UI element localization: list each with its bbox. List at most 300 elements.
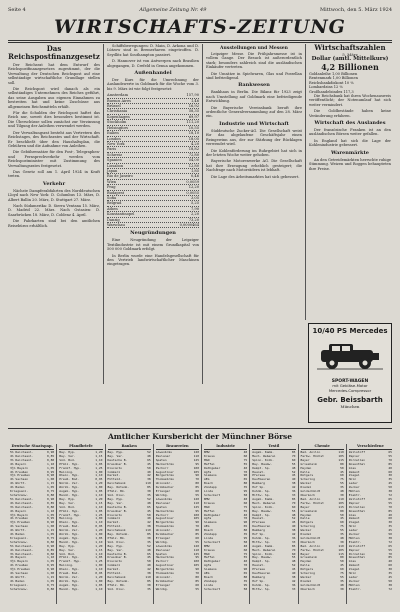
stock-price: 72	[388, 539, 392, 544]
stock-price: 1,05	[95, 461, 103, 466]
stock-name: Ziegel	[348, 473, 360, 478]
article-paragraph: Bayerische Motorenwerke AG. Die Gesellschaft hat ihre Erzeugung erheblich gesteigert; die Nachfrage nach Motorrädern ist lebhaft.	[206, 159, 302, 173]
stock-name: Rhein. Hyp.	[59, 520, 80, 525]
economic-figure: Reichsbankdiskont 10 %	[309, 80, 354, 85]
stock-name: Leder	[348, 575, 358, 579]
stock-table-header: Textil	[252, 444, 295, 450]
rate-label: Warschau	[107, 223, 125, 227]
rate-value: 0,0055	[186, 190, 199, 195]
stock-name: Zucker	[348, 578, 360, 583]
rate-label: Belgrad	[107, 201, 122, 206]
ad-line-sportwagen: SPORT-WAGEN	[331, 379, 369, 384]
stock-price: 0,75	[47, 535, 55, 540]
stock-price: 45	[147, 555, 151, 560]
stock-price: 65	[243, 477, 248, 482]
rate-label: Brüssel	[107, 104, 121, 109]
rate-value: 1,46	[190, 98, 199, 103]
stock-name: Kriegsanl.	[10, 582, 29, 587]
subhead-industrie: Industrie und Wirtschaft	[219, 120, 289, 127]
stock-name: Erlanger	[155, 582, 171, 587]
stock-name: Bürgerbräu	[155, 473, 174, 478]
rate-value: 58,35	[188, 109, 199, 114]
stock-name: Erlanger	[155, 535, 171, 540]
stock-name: Schatzanw.	[10, 539, 29, 544]
article-paragraph: In England hat sich die Lage der Kohlenindustrie gebessert.	[309, 138, 391, 148]
stock-name: Rosenthal	[348, 555, 366, 560]
stock-price: 30	[388, 520, 392, 525]
rate-value: 157,90	[186, 93, 199, 98]
stock-name: Agfa	[204, 469, 212, 474]
stock-name: 5% Reichsanl.	[10, 496, 34, 501]
stock-name: Hackerbräu	[155, 461, 174, 466]
subhead-ausland: Wirtschaft des Auslandes	[314, 120, 386, 127]
stock-name: Kulmb. Sp.	[252, 489, 271, 494]
stock-price: 60	[243, 547, 248, 552]
stock-price: 48	[147, 547, 151, 552]
stock-price: 1,05	[95, 508, 103, 513]
stock-price: 45	[340, 516, 344, 521]
stock-name: Augustiner	[155, 469, 174, 474]
stock-name: Elektr.	[348, 586, 362, 591]
stock-name: Spinn. Kolb.	[252, 504, 274, 509]
stock-name: Bay. Ver.	[59, 453, 76, 458]
stock-price: 50	[388, 532, 392, 537]
stock-name: MAN	[204, 551, 210, 556]
stock-name: Reichsbank	[107, 481, 126, 486]
stock-price: 40	[147, 516, 151, 521]
stock-table-header: Deutsche Staatspap.	[11, 444, 53, 448]
stock-price: 45	[291, 567, 296, 572]
stock-price: 75	[340, 477, 344, 482]
article-paragraph: Schiffsbewegungen: D. Main, D. Arkona und D. Lützow sind in Bremerhaven eingetroffen. D. Seydlitz hat Southampton passiert.	[107, 44, 199, 57]
stock-name: Bürgerbräu	[155, 567, 174, 572]
stock-price: 60	[195, 582, 199, 587]
stock-name: Zündapp	[204, 578, 217, 583]
stock-name: Würzb. Hyp.	[59, 485, 80, 490]
rate-label: Konstantinopel	[107, 212, 135, 217]
stock-price: 38	[291, 575, 296, 579]
stock-price: 55	[340, 481, 344, 486]
stock-name: Heyden	[300, 559, 312, 564]
article-paragraph: Der französische Franken ist an den ausländischen Börsen weiter gefallen.	[309, 128, 391, 137]
stock-name: 4% Sachsen	[10, 571, 29, 576]
stock-price: 1,00	[47, 477, 55, 482]
stock-name: MAN	[204, 457, 210, 462]
stock-price: 1,00	[95, 516, 103, 521]
stock-price: 58	[243, 539, 248, 544]
stock-price: 70	[243, 563, 248, 568]
stock-name: Bay. Baumw.	[252, 555, 273, 560]
stock-price: 55	[388, 500, 392, 505]
stock-price: 45	[291, 473, 296, 478]
stock-price: 1,10	[95, 567, 103, 572]
stock-name: Zündapp	[204, 532, 217, 537]
stock-name: Schatzanw.	[10, 492, 29, 497]
stock-name: Unionsbr.	[155, 481, 173, 486]
rate-value: 1,85	[190, 168, 199, 173]
stock-price: 90	[243, 567, 248, 572]
stock-name: Preuß. Bod.	[59, 571, 80, 576]
stock-name: Pfälz. Hyp.	[59, 555, 80, 560]
stock-price: 65	[147, 457, 151, 462]
stock-price: 35	[147, 539, 151, 544]
rate-value: 54,00	[188, 158, 199, 163]
stock-name: Augsb. Hyp.	[59, 489, 80, 494]
stock-name: Spaten	[155, 504, 167, 509]
stock-name: Agfa	[204, 563, 212, 568]
stock-table-column	[105, 444, 151, 604]
stock-name: Bay. Hyp.	[59, 543, 76, 548]
article-paragraph: Der Verwaltungsrat besteht aus Vertretern des Reichstages, des Reichsrates und der Wirtschaft. Er beschließt über den Haushaltsplan, die Gebühren und die Aufnahme von Anleihen.	[8, 130, 100, 148]
subhead-warenmaerkte: Warenmärkte	[331, 149, 369, 156]
economic-figure: Rentenmark 1,00 Billionen	[309, 76, 358, 81]
stock-name: Oberkoch	[300, 539, 315, 544]
stock-price: 45	[147, 508, 151, 513]
column-divider	[103, 44, 104, 384]
stock-name: Bürgerbräu	[155, 520, 174, 525]
stock-price: 42	[291, 532, 296, 537]
stock-name: Würzbg.	[155, 539, 169, 544]
stock-name: Bad. Anilin	[300, 450, 321, 454]
stock-name: Kulmbacher	[155, 532, 174, 537]
dollar-label: Dollar (amtl. Mittelkurs)	[311, 56, 389, 62]
stock-price: 48	[147, 453, 151, 458]
stock-name: Bay. Notenb.	[107, 578, 130, 583]
stock-price: 55	[340, 575, 344, 579]
rate-value: 2,20	[190, 212, 199, 217]
stock-name: Deutsche B.	[107, 504, 128, 509]
stock-name: Bayer	[300, 551, 310, 556]
article-paragraph: Nächste Dampferabfahrten des Norddeutschen Lloyd nach New York: D. Columbus 13. März, D. Albert Ballin 20. März, D. Stuttgart 27. März.	[8, 188, 100, 202]
stock-price: 55	[340, 528, 344, 533]
stock-name: Bay. Hyp.	[107, 496, 124, 501]
stock-price: 60	[243, 500, 248, 505]
stock-price: 60	[195, 489, 199, 494]
rate-label: Rio de Janeiro	[107, 174, 133, 179]
stock-price: 0,90	[47, 520, 55, 525]
stock-name: Kempt. Sp.	[252, 512, 271, 517]
rate-label: Japan	[107, 168, 118, 173]
stock-price: 110	[338, 450, 344, 454]
stock-price: 1,00	[47, 524, 55, 529]
stock-price: 1,25	[95, 559, 103, 564]
stock-price: 60	[243, 453, 248, 458]
stock-price: 55	[243, 555, 248, 560]
stock-price: 85	[147, 532, 151, 537]
stock-price: 55	[243, 508, 248, 513]
stock-price: 1,00	[95, 532, 103, 537]
stock-price: 35	[388, 571, 392, 576]
stock-name: Spinn. Kolb.	[252, 551, 274, 556]
stock-table-column	[249, 444, 295, 604]
stock-name: Zellstoff	[348, 543, 366, 548]
stock-price: 33	[291, 492, 296, 497]
stock-price: 0,90	[47, 450, 55, 454]
stock-price: 120	[193, 543, 199, 548]
stock-name: Zucker	[348, 485, 360, 490]
stock-price: 0,95	[95, 524, 103, 529]
stock-name: Spaten	[155, 457, 167, 462]
article-paragraph: D. Hannover ist von Antwerpen nach Brasilien abgegangen, D. Crefeld in Genua angekommen.	[107, 59, 199, 68]
rate-label: Amsterdam	[107, 93, 128, 98]
stock-name: Porzellan	[348, 551, 366, 556]
stock-table-column	[56, 444, 102, 604]
stock-price: 35	[388, 524, 392, 529]
article-paragraph: Die Fahrkarten sind bei den amtlichen Reisebüros erhältlich.	[8, 219, 100, 228]
stock-name: Griesheim	[300, 461, 317, 466]
article-paragraph: Die Reichspost wird danach als ein selbständiges Unternehmen des Reiches geführt, das seine Ausgaben aus eigenen Einnahmen zu bestreiten hat und keine Zuschüsse aus allgemeinen Reichsmitteln erhält.	[8, 87, 100, 109]
rate-label: Wien	[107, 179, 117, 184]
stock-name: Commerz	[107, 516, 121, 521]
stock-price: 1,10	[95, 551, 103, 556]
article-paragraph: Das Gesetz soll am 1. April 1924 in Kraft treten.	[8, 169, 100, 179]
stock-price: 115	[338, 504, 344, 509]
stock-price: 40	[291, 477, 296, 482]
stock-table-column	[201, 444, 247, 604]
stock-name: Elektr.	[348, 539, 362, 544]
stock-price: 80	[195, 481, 199, 486]
stock-price: 65	[388, 450, 392, 454]
stock-name: Paulaner	[155, 547, 171, 552]
ad-company: Gebr. Beissbarth	[317, 396, 383, 404]
stock-price: 70	[291, 500, 296, 505]
stock-price: 55	[291, 555, 296, 560]
stock-name: Kulmbacher	[155, 578, 174, 583]
stock-price: 70	[388, 504, 392, 509]
stock-price: 105	[338, 547, 344, 552]
paper-name: Allgemeine Zeitung Nr. 49	[139, 7, 207, 13]
stock-price: 65	[388, 543, 392, 548]
stock-name: Zündapp	[204, 485, 217, 490]
stock-price: 0,75	[47, 489, 55, 494]
stock-price: 40	[243, 559, 248, 564]
stock-price: 48	[340, 582, 344, 587]
stock-name: Mech. Weberei	[252, 547, 276, 552]
stock-name: Augsb. Kamm.	[252, 543, 274, 548]
stock-name: Pschorr	[155, 512, 169, 517]
stock-price: 0,80	[47, 457, 55, 462]
column-2	[107, 44, 199, 269]
stock-name: Kulmb. Sp.	[252, 535, 271, 540]
stock-price: 0,80	[47, 504, 55, 509]
article-paragraph: Leipziger Messe. Die Frühjahrsmesse ist in vollem Gange. Der Besuch ist außerordentlich stark; besonders zahlreich sind die ausländischen Einkäufer vertreten.	[206, 52, 302, 70]
stock-price: 36	[291, 535, 296, 540]
stock-price: 60	[195, 535, 199, 540]
stock-name: Bay. Hyp.	[107, 543, 124, 548]
stock-name: Pschorr	[155, 559, 169, 564]
stock-name: Bay. Ver.	[59, 500, 76, 505]
stock-price: 48	[147, 500, 151, 505]
stock-price: 0,85	[47, 547, 55, 552]
stock-name: Augsb. Hyp.	[59, 582, 80, 587]
stock-name: 4% Württ.	[10, 575, 27, 579]
rate-value: 10,55	[188, 125, 199, 130]
stock-name: Farbw. Höchst	[300, 500, 324, 505]
stock-name: Glas	[348, 512, 356, 517]
stock-price: 1,05	[95, 489, 103, 494]
stock-name: Spaten	[155, 551, 167, 556]
stock-price: 30	[147, 535, 151, 540]
stock-name: Mech. Weberei	[252, 453, 276, 458]
stock-name: Heyden	[300, 512, 312, 517]
rate-value: 72,80	[188, 152, 199, 157]
stock-name: Preuß. Bod.	[59, 524, 80, 529]
stock-name: Mannh. Hyp.	[59, 586, 80, 591]
stock-price: 105	[338, 453, 344, 458]
stock-price: 110	[338, 543, 344, 548]
stock-name: 4% Bayern	[10, 555, 27, 560]
stock-name: Augsb. Kamm.	[252, 450, 274, 454]
article-paragraph: Die Goldbestände haben keine Veränderung erfahren.	[309, 109, 391, 118]
stock-name: Schuckert	[204, 539, 221, 544]
stock-price: 30	[388, 567, 392, 572]
stock-name: Elektr.	[348, 492, 362, 497]
stock-price: 38	[291, 481, 296, 486]
stock-price: 50	[340, 465, 344, 470]
stock-price: 1,10	[95, 539, 103, 544]
stock-price: 60	[340, 473, 344, 478]
stock-name: Porzellan	[348, 457, 366, 462]
stock-name: Disconto	[107, 559, 122, 564]
stock-price: 1,15	[47, 481, 55, 486]
car-illustration-icon	[315, 338, 385, 372]
stock-name: Dresdner B.	[107, 555, 128, 560]
rate-label: Athen	[107, 206, 118, 211]
stock-price: 42	[147, 567, 151, 572]
stock-name: Heyden	[300, 465, 312, 470]
stock-price: 38	[388, 582, 392, 587]
stock-name: Mannh. Hyp.	[59, 539, 80, 544]
table-row	[108, 588, 151, 592]
stock-name: Siemens	[204, 473, 217, 478]
stock-name: Bosch	[204, 528, 214, 533]
stock-name: Riedel	[300, 532, 312, 537]
stock-price: 1,20	[95, 481, 103, 486]
rate-label: Stockholm	[107, 120, 127, 125]
stock-name: Bay. Baumw.	[252, 508, 273, 513]
stock-name: Schering	[300, 524, 315, 529]
stock-price: 85	[291, 543, 296, 548]
stock-name: Löwenbräu	[155, 543, 173, 548]
stock-price: 80	[243, 481, 248, 486]
stock-price: 45	[340, 469, 344, 474]
rate-value: 7,90	[190, 206, 199, 211]
stock-price: 35	[243, 485, 248, 490]
headline-ausstellungen: Ausstellungen und Messen	[220, 46, 288, 51]
stock-name: Mitteld.	[107, 571, 122, 576]
stock-price: 85	[388, 508, 392, 513]
article-paragraph: Die Gebührensätze für den Post-, Telegraphen- und Fernsprechverkehr werden vom Reichspostminister mit Zustimmung des Verwaltungsrates festgesetzt.	[8, 150, 100, 168]
stock-price: 110	[193, 547, 199, 552]
stock-price: 30	[340, 539, 344, 544]
stock-price: 1,20	[95, 543, 103, 548]
stock-name: Schering	[300, 571, 315, 576]
column-3	[206, 44, 302, 181]
stock-table-column	[8, 444, 54, 604]
stock-name: Wacker	[300, 575, 312, 579]
stock-name: Bay. Ver.	[59, 547, 76, 552]
stock-name: Krauss	[204, 547, 215, 552]
column-1	[8, 44, 100, 230]
stock-price: 80	[195, 575, 199, 579]
stock-name: Rhein. Hyp.	[59, 567, 80, 572]
rate-value: 69,97	[188, 114, 199, 119]
stock-name: Kempt. Sp.	[252, 465, 271, 470]
stock-price: 38	[147, 524, 151, 529]
stock-name: Glas	[348, 559, 356, 564]
stock-name: Oberkoch	[300, 586, 315, 591]
rate-label: Spanien	[107, 158, 122, 163]
stock-price: 1,20	[95, 450, 103, 454]
stock-price: 0,90	[47, 567, 55, 572]
stock-price: 42	[291, 485, 296, 490]
stock-name: Haunst.	[252, 516, 265, 521]
stock-name: Wacker	[300, 481, 312, 486]
stock-name: Kalle	[300, 469, 310, 474]
rate-label: Kopenhagen	[107, 114, 130, 119]
economic-figure: Großhandelsindex 117,3	[309, 89, 354, 94]
stock-price: 60	[291, 457, 296, 462]
stock-name: Schuckert	[204, 586, 221, 591]
article-paragraph: Bankhaus in Berlin. Die Bilanz für 1923 zeigt nach Umstellung auf Goldmark eine befriedigende Entwicklung.	[206, 90, 302, 104]
rate-label: New York	[107, 141, 125, 146]
stock-price: 1,05	[95, 582, 103, 587]
stock-price: 65	[388, 496, 392, 501]
stock-name: Augustiner	[155, 516, 174, 521]
article-paragraph: Süddeutsche Zucker-AG. Die Gesellschaft weist für das abgelaufene Geschäftsjahr einen Reingewinn aus, der zur Stärkung der Rücklagen verwendet wird.	[206, 128, 302, 147]
stock-name: Porzellan	[348, 504, 366, 509]
stock-price: 65	[147, 504, 151, 509]
stock-price: 110	[145, 528, 151, 533]
masthead-rule	[8, 40, 392, 41]
rate-label: Danzig	[107, 217, 120, 222]
stock-name: BMW	[204, 543, 210, 548]
stock-price: 35	[243, 578, 248, 583]
table-row	[204, 588, 247, 592]
stock-name: Mittw. Sp.	[252, 539, 271, 544]
stock-price: 0,95	[47, 563, 55, 568]
stock-name: AEG	[204, 477, 210, 482]
stock-price: 80	[243, 528, 248, 533]
stock-name: Unionsbr.	[155, 575, 173, 579]
stock-name: Würzbg.	[155, 492, 169, 497]
stock-price: 115	[338, 551, 344, 556]
stock-price: 125	[193, 504, 199, 509]
column-4	[309, 44, 391, 173]
stock-name: Hackerbräu	[155, 555, 174, 560]
stock-name: Kulmb. Sp.	[252, 582, 271, 587]
stock-price: 45	[340, 563, 344, 568]
stock-price: 70	[195, 477, 199, 482]
stock-price: 90	[243, 473, 248, 478]
stock-name: Rosenthal	[348, 508, 366, 513]
stock-price: 72	[388, 586, 392, 591]
stock-price: 33	[291, 586, 296, 591]
rate-value: 18,82	[188, 147, 199, 152]
stock-price: 60	[291, 551, 296, 556]
stock-price: 30	[147, 489, 151, 494]
rate-label: Lissabon	[107, 163, 124, 168]
stock-name: Pfälz. Bk.	[107, 582, 126, 587]
stock-price: 38	[388, 535, 392, 540]
stock-name: Dresdner B.	[107, 508, 128, 513]
stock-price: 105	[193, 516, 199, 521]
table-row	[59, 588, 102, 592]
stock-name: Süd. Disc.	[107, 539, 126, 544]
stock-name: Süd. Bod.	[59, 504, 76, 509]
stock-name: Papier	[348, 500, 360, 505]
stock-price: 1,25	[95, 465, 103, 470]
